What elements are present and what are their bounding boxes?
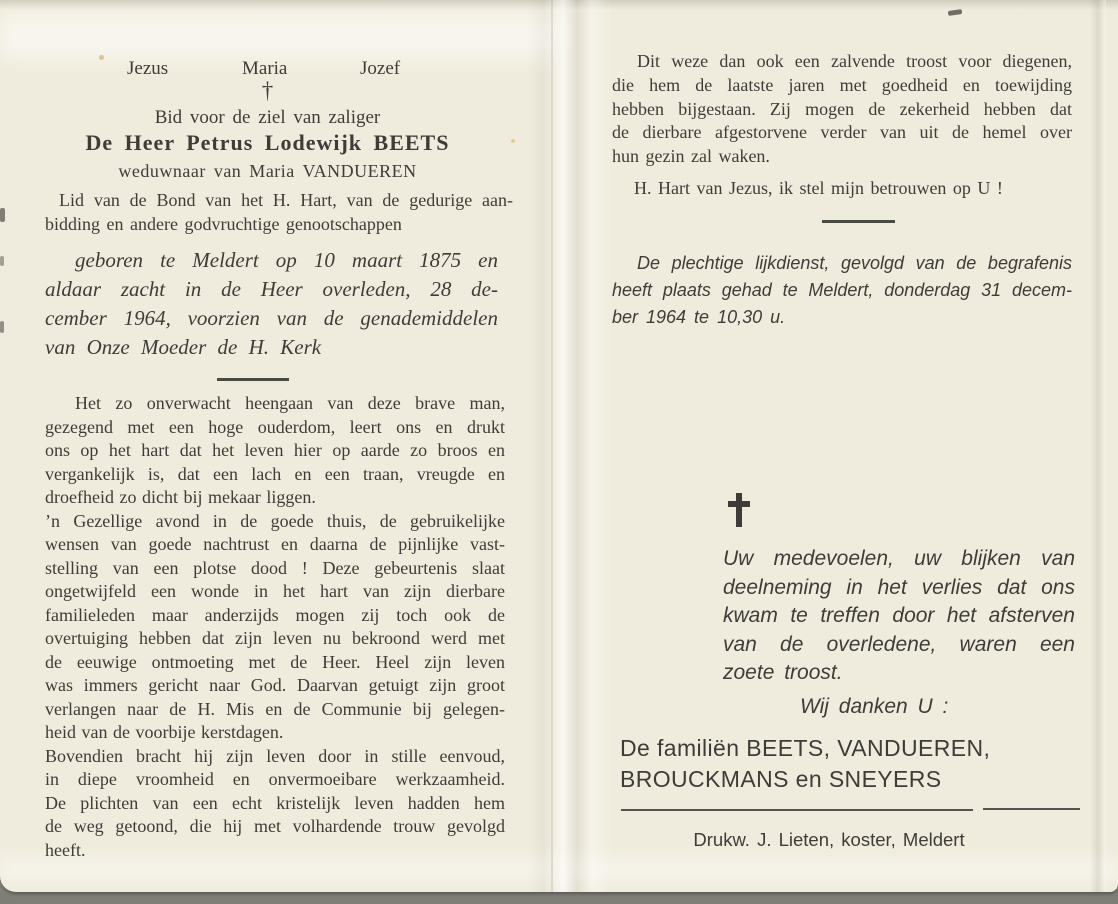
text-line: Dit weze dan ook een zalvende troost voor diegenen, — [637, 51, 1072, 71]
text-line: ber 1964 te 10,30 u. — [612, 307, 786, 327]
scan-top-highlight — [0, 14, 560, 58]
text-line: heeft. — [45, 839, 86, 860]
birth-death-paragraph — [45, 246, 498, 362]
text-line: De familiën BEETS, VANDUEREN, — [620, 735, 991, 761]
ink-smudge — [0, 256, 4, 266]
text-line: die hem de laatste jaren met goedheid en toewijding — [612, 74, 1072, 95]
text-line: bidding en andere godvruchtige genootschappen — [45, 214, 402, 234]
footer-rule-right-segment — [983, 808, 1080, 810]
funeral-service-paragraph — [612, 250, 1072, 331]
pray-for-soul-line: Bid voor de ziel van zaliger — [154, 107, 381, 128]
cross-icon: † — [261, 78, 274, 103]
footer-rule-left-segment — [621, 809, 973, 811]
text-line: droefheid zo dicht bij mekaar liggen. — [45, 487, 316, 507]
text-line: vergankelijk is, dat een lach en een traan, vreugde en — [45, 463, 505, 484]
eulogy-text — [45, 392, 505, 862]
section-divider-rule — [822, 220, 895, 223]
text-line: Lid van de Bond van het H. Hart, van de gedurige aan- — [59, 190, 513, 210]
text-line: stelling van een plotse dood ! Deze gebeurtenis slaat — [45, 557, 505, 578]
consolation-paragraph — [612, 50, 1072, 169]
text-line: Bovendien bracht hij zijn leven door in stille eenvoud, — [45, 745, 505, 766]
text-line: ’n Gezellige avond in de goede thuis, de gebruikelijke — [45, 510, 505, 531]
text-line: aldaar zacht in de Heer overleden, 28 de- — [45, 277, 498, 301]
invocation-jezus: Jezus — [127, 58, 169, 79]
ink-smudge — [0, 321, 4, 333]
text-line: in diepe vroomheid en onvermoeibare werkzaamheid. — [45, 769, 505, 789]
memorial-cross-icon — [728, 493, 750, 527]
text-line: wensen van goede nachtrust en daarna de pijnlijke vast- — [45, 534, 505, 554]
text-line: heeft plaats gehad te Meldert, donderdag 31 decem- — [612, 280, 1072, 300]
text-line: de dierbare afgestorvene verder van uit de hemel over — [612, 122, 1072, 143]
text-line: heid van de voorbije kerstdagen. — [45, 722, 284, 742]
deceased-name: De Heer Petrus Lodewijk BEETS — [85, 130, 450, 155]
text-line: de weg getoond, die hij met volhardende trouw gevolgd — [45, 816, 505, 836]
text-line: De plechtige lijkdienst, gevolgd van de begrafenis — [637, 253, 1072, 273]
text-line: familieleden maar anderzijds mogen zij toch ook de — [45, 604, 505, 625]
text-line: hun gezin zal waken. — [612, 146, 770, 167]
membership-paragraph — [45, 188, 513, 236]
family-names — [620, 733, 1072, 794]
text-line: Uw medevoelen, uw blijken van — [723, 547, 1075, 570]
widower-line: weduwnaar van Maria VANDUEREN — [118, 161, 417, 181]
text-line: BROUCKMANS en SNEYERS — [620, 765, 942, 792]
text-line: van de overledene, waren een — [723, 632, 1075, 656]
text-line: ongetwijfeld een wonde in het hart van zijn dierbare — [45, 581, 505, 601]
card-fold-crease — [551, 0, 553, 892]
text-line: cember 1964, voorzien van de genademiddelen — [45, 306, 498, 330]
condolence-thanks-paragraph — [723, 545, 1075, 688]
text-line: gezegend met een hoge ouderdom, leert ons en drukt — [45, 416, 505, 437]
paper-stain-speck — [511, 139, 515, 143]
invocation-jozef: Jozef — [360, 58, 401, 79]
text-line: zoete troost. — [723, 661, 843, 684]
text-line: ons op het hart dat het leven hier op aarde zo broos en — [45, 440, 505, 460]
text-line: deelneming in het verlies dat ons — [723, 575, 1075, 599]
eulogy-paragraph-1 — [45, 392, 505, 510]
text-line: was immers gericht naar God. Daarvan getuigt zijn groot — [45, 675, 505, 695]
text-line: verlangen naar de H. Mis en de Communie bij gelegen- — [45, 698, 505, 719]
text-line: overtuiging hebben dat zijn leven nu bekroond werd met — [45, 628, 505, 648]
text-line: De plichten van een echt kristelijk leven hadden hem — [45, 792, 505, 813]
ink-smudge — [948, 9, 963, 16]
printer-credit-line: Drukw. J. Lieten, koster, Meldert — [693, 829, 965, 850]
text-line: van Onze Moeder de H. Kerk — [45, 335, 322, 359]
text-line: Het zo onverwacht heengaan van deze brave man, — [75, 393, 505, 413]
eulogy-paragraph-2 — [45, 510, 505, 745]
ink-smudge — [0, 208, 5, 222]
invocation-maria: Maria — [242, 58, 288, 79]
scan-right-edge-shading — [1090, 0, 1106, 892]
section-divider-rule — [217, 378, 289, 381]
text-line: geboren te Meldert op 10 maart 1875 en — [75, 248, 498, 272]
card-center-fold — [528, 0, 612, 892]
eulogy-paragraph-3 — [45, 745, 505, 863]
text-line: kwam te treffen door het afsterven — [723, 604, 1075, 627]
we-thank-you-line: Wij danken U : — [800, 695, 949, 718]
text-line: de eeuwige ontmoeting met de Heer. Heel zijn leven — [45, 651, 505, 672]
sacred-heart-trust-line: H. Hart van Jezus, ik stel mijn betrouwen op U ! — [634, 178, 1003, 198]
text-line: hebben bijgestaan. Zij mogen de zekerheid hebben dat — [612, 98, 1072, 119]
